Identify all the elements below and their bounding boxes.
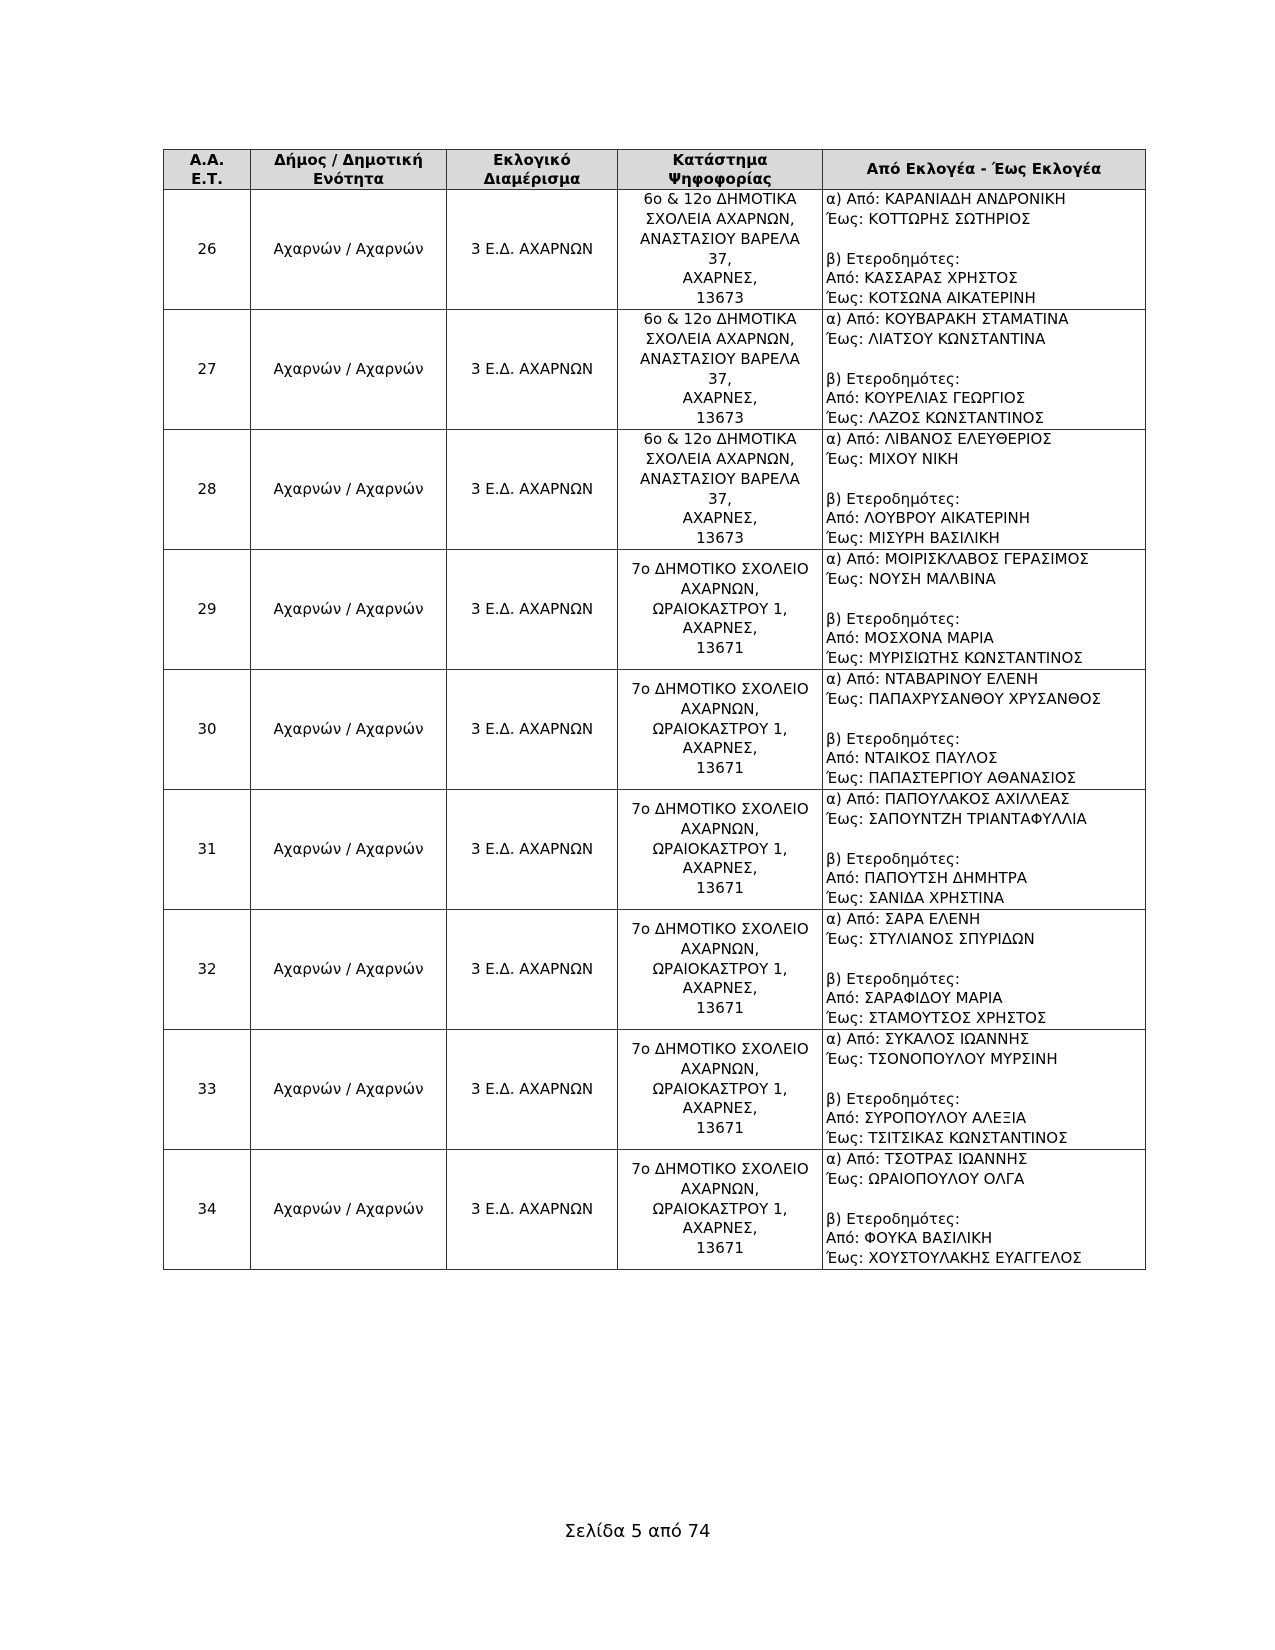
range-a-to: Έως: ΛΙΑΤΣΟΥ ΚΩΝΣΤΑΝΤΙΝΑ: [826, 329, 1046, 348]
cell-municipality: [251, 430, 447, 550]
range-a-from: α) Από: ΝΤΑΒΑΡΙΝΟΥ ΕΛΕΝΗ: [826, 670, 1039, 689]
range-b-from: Από: ΛΟΥΒΡΟΥ ΑΙΚΑΤΕΡΙΝΗ: [826, 509, 1030, 528]
range-b-title: β) Ετεροδημότες:: [826, 369, 960, 388]
ward-name: 3 Ε.Δ. ΑΧΑΡΝΩΝ: [470, 239, 594, 258]
header-range: [823, 150, 1146, 190]
cell-number: [164, 670, 251, 790]
range-a-to: Έως: ΝΟΥΣΗ ΜΑΛΒΙΝΑ: [826, 569, 996, 588]
row-number: 27: [197, 359, 217, 378]
cell-voter-range: [823, 190, 1146, 310]
range-a-to: Έως: ΜΙΧΟΥ ΝΙΚΗ: [826, 449, 959, 468]
cell-ward: [447, 190, 618, 310]
polling-station-line: ΩΡΑΙΟΚΑΣΤΡΟΥ 1,: [652, 599, 788, 618]
spacer: [826, 830, 1142, 850]
header-row: [164, 150, 1146, 190]
polling-station-line: 13671: [696, 999, 744, 1018]
row-number: 26: [197, 239, 217, 258]
table-row: [164, 910, 1146, 1030]
table-header: [164, 150, 1146, 190]
cell-voter-range: [823, 790, 1146, 910]
header-ward-line1: Εκλογικό: [493, 150, 571, 169]
cell-polling-station: [618, 910, 823, 1030]
cell-number: [164, 790, 251, 910]
municipality-name: Αχαρνών / Αχαρνών: [273, 1079, 424, 1098]
table-row: [164, 190, 1146, 310]
range-a-from: α) Από: ΜΟΙΡΙΣΚΛΑΒΟΣ ΓΕΡΑΣΙΜΟΣ: [826, 550, 1089, 569]
cell-polling-station: [618, 1030, 823, 1150]
cell-polling-station: [618, 670, 823, 790]
header-municipality-line1: Δήμος / Δημοτική: [274, 150, 423, 169]
polling-station-line: ΑΧΑΡΝΕΣ,: [682, 509, 758, 528]
range-a-to: Έως: ΠΑΠΑΧΡΥΣΑΝΘΟΥ ΧΡΥΣΑΝΘΟΣ: [826, 689, 1101, 708]
range-b-title: β) Ετεροδημότες:: [826, 489, 960, 508]
cell-number: [164, 1030, 251, 1150]
range-a-to: Έως: ΣΑΠΟΥΝΤΖΗ ΤΡΙΑΝΤΑΦΥΛΛΙΑ: [826, 809, 1087, 828]
cell-number: [164, 910, 251, 1030]
cell-voter-range: [823, 1030, 1146, 1150]
polling-station-line: ΑΧΑΡΝΩΝ,: [680, 939, 760, 958]
polling-station-line: ΩΡΑΙΟΚΑΣΤΡΟΥ 1,: [652, 1079, 788, 1098]
row-number: 34: [197, 1199, 217, 1218]
polling-station-line: 7ο ΔΗΜΟΤΙΚΟ ΣΧΟΛΕΙΟ: [631, 680, 809, 698]
polling-station-line: 6ο & 12ο ΔΗΜΟΤΙΚΑ: [643, 190, 797, 209]
cell-polling-station: [618, 1150, 823, 1270]
range-b-title: β) Ετεροδημότες:: [826, 729, 960, 748]
range-b-from: Από: ΚΟΥΡΕΛΙΑΣ ΓΕΩΡΓΙΟΣ: [826, 389, 1026, 408]
polling-station-line: ΑΝΑΣΤΑΣΙΟΥ ΒΑΡΕΛΑ: [640, 349, 800, 368]
table-row: [164, 790, 1146, 910]
polling-station-line: ΑΧΑΡΝΕΣ,: [682, 389, 758, 408]
header-municipality: [251, 150, 447, 190]
range-a-to: Έως: ΣΤΥΛΙΑΝΟΣ ΣΠΥΡΙΔΩΝ: [826, 929, 1035, 948]
polling-station-line: 7ο ΔΗΜΟΤΙΚΟ ΣΧΟΛΕΙΟ: [631, 920, 809, 938]
cell-municipality: [251, 190, 447, 310]
spacer: [826, 1190, 1142, 1210]
cell-municipality: [251, 310, 447, 430]
polling-station-line: ΑΧΑΡΝΕΣ,: [682, 859, 758, 878]
table-row: [164, 1150, 1146, 1270]
range-a-to: Έως: ΩΡΑΙΟΠΟΥΛΟΥ ΟΛΓΑ: [826, 1169, 1025, 1188]
cell-voter-range: [823, 430, 1146, 550]
polling-stations-table: [163, 149, 1146, 1270]
polling-station-line: 37,: [708, 249, 732, 268]
cell-ward: [447, 670, 618, 790]
cell-municipality: [251, 670, 447, 790]
polling-station-line: ΑΧΑΡΝΩΝ,: [680, 1059, 760, 1078]
header-store-line1: Κατάστημα: [672, 150, 768, 169]
cell-voter-range: [823, 550, 1146, 670]
range-b-to: Έως: ΜΥΡΙΣΙΩΤΗΣ ΚΩΝΣΤΑΝΤΙΝΟΣ: [826, 649, 1083, 668]
ward-name: 3 Ε.Δ. ΑΧΑΡΝΩΝ: [470, 959, 594, 978]
range-b-to: Έως: ΠΑΠΑΣΤΕΡΓΙΟΥ ΑΘΑΝΑΣΙΟΣ: [826, 769, 1077, 788]
polling-station-line: ΑΧΑΡΝΕΣ,: [682, 1219, 758, 1238]
cell-voter-range: [823, 310, 1146, 430]
range-b-title: β) Ετεροδημότες:: [826, 249, 960, 268]
spacer: [826, 1070, 1142, 1090]
ward-name: 3 Ε.Δ. ΑΧΑΡΝΩΝ: [470, 359, 594, 378]
cell-number: [164, 430, 251, 550]
polling-station-line: 7ο ΔΗΜΟΤΙΚΟ ΣΧΟΛΕΙΟ: [631, 560, 809, 578]
range-b-title: β) Ετεροδημότες:: [826, 849, 960, 868]
polling-station-line: ΑΧΑΡΝΕΣ,: [682, 619, 758, 638]
spacer: [826, 350, 1142, 370]
range-b-title: β) Ετεροδημότες:: [826, 1089, 960, 1108]
range-a-from: α) Από: ΚΟΥΒΑΡΑΚΗ ΣΤΑΜΑΤΙΝΑ: [826, 310, 1069, 329]
municipality-name: Αχαρνών / Αχαρνών: [273, 599, 424, 618]
header-aa-line2: Ε.Τ.: [191, 169, 223, 188]
cell-number: [164, 550, 251, 670]
cell-municipality: [251, 1150, 447, 1270]
polling-station-line: 13671: [696, 639, 744, 658]
range-b-title: β) Ετεροδημότες:: [826, 609, 960, 628]
range-a-from: α) Από: ΣΑΡΑ ΕΛΕΝΗ: [826, 910, 981, 929]
range-b-to: Έως: ΜΙΣΥΡΗ ΒΑΣΙΛΙΚΗ: [826, 529, 1000, 548]
cell-ward: [447, 910, 618, 1030]
range-a-from: α) Από: ΣΥΚΑΛΟΣ ΙΩΑΝΝΗΣ: [826, 1030, 1030, 1049]
municipality-name: Αχαρνών / Αχαρνών: [273, 719, 424, 738]
range-b-from: Από: ΣΑΡΑΦΙΔΟΥ ΜΑΡΙΑ: [826, 989, 1003, 1008]
municipality-name: Αχαρνών / Αχαρνών: [273, 359, 424, 378]
range-a-from: α) Από: ΛΙΒΑΝΟΣ ΕΛΕΥΘΕΡΙΟΣ: [826, 430, 1052, 449]
cell-municipality: [251, 790, 447, 910]
polling-station-line: ΣΧΟΛΕΙΑ ΑΧΑΡΝΩΝ,: [645, 449, 795, 468]
cell-ward: [447, 1030, 618, 1150]
range-b-from: Από: ΜΟΣΧΟΝΑ ΜΑΡΙΑ: [826, 629, 994, 648]
polling-station-line: 37,: [708, 369, 732, 388]
cell-voter-range: [823, 1150, 1146, 1270]
polling-station-line: 7ο ΔΗΜΟΤΙΚΟ ΣΧΟΛΕΙΟ: [631, 800, 809, 818]
range-b-title: β) Ετεροδημότες:: [826, 1209, 960, 1228]
polling-station-line: ΣΧΟΛΕΙΑ ΑΧΑΡΝΩΝ,: [645, 329, 795, 348]
header-aa: [164, 150, 251, 190]
cell-ward: [447, 790, 618, 910]
polling-station-line: 7ο ΔΗΜΟΤΙΚΟ ΣΧΟΛΕΙΟ: [631, 1160, 809, 1178]
table-row: [164, 430, 1146, 550]
polling-station-line: ΑΧΑΡΝΩΝ,: [680, 819, 760, 838]
spacer: [826, 230, 1142, 250]
polling-station-line: 13671: [696, 1119, 744, 1138]
range-a-from: α) Από: ΠΑΠΟΥΛΑΚΟΣ ΑΧΙΛΛΕΑΣ: [826, 790, 1070, 809]
municipality-name: Αχαρνών / Αχαρνών: [273, 239, 424, 258]
table-row: [164, 310, 1146, 430]
polling-station-line: ΑΧΑΡΝΕΣ,: [682, 269, 758, 288]
polling-station-line: 13673: [696, 529, 744, 548]
polling-station-line: 6ο & 12ο ΔΗΜΟΤΙΚΑ: [643, 430, 797, 449]
range-b-from: Από: ΣΥΡΟΠΟΥΛΟΥ ΑΛΕΞΙΑ: [826, 1109, 1027, 1128]
ward-name: 3 Ε.Δ. ΑΧΑΡΝΩΝ: [470, 1079, 594, 1098]
range-b-to: Έως: ΧΟΥΣΤΟΥΛΑΚΗΣ ΕΥΑΓΓΕΛΟΣ: [826, 1249, 1082, 1268]
cell-ward: [447, 310, 618, 430]
polling-station-line: ΑΧΑΡΝΩΝ,: [680, 579, 760, 598]
page-number: Σελίδα 5 από 74: [564, 1521, 711, 1542]
polling-station-line: 37,: [708, 489, 732, 508]
header-ward: [447, 150, 618, 190]
row-number: 28: [197, 479, 217, 498]
spacer: [826, 470, 1142, 490]
cell-polling-station: [618, 310, 823, 430]
range-a-from: α) Από: ΤΣΟΤΡΑΣ ΙΩΑΝΝΗΣ: [826, 1150, 1028, 1169]
cell-municipality: [251, 1030, 447, 1150]
row-number: 31: [197, 839, 217, 858]
polling-station-line: 7ο ΔΗΜΟΤΙΚΟ ΣΧΟΛΕΙΟ: [631, 1040, 809, 1058]
table-row: [164, 670, 1146, 790]
polling-station-line: ΣΧΟΛΕΙΑ ΑΧΑΡΝΩΝ,: [645, 209, 795, 228]
cell-municipality: [251, 550, 447, 670]
cell-number: [164, 190, 251, 310]
polling-station-line: ΑΧΑΡΝΕΣ,: [682, 979, 758, 998]
spacer: [826, 950, 1142, 970]
ward-name: 3 Ε.Δ. ΑΧΑΡΝΩΝ: [470, 1199, 594, 1218]
ward-name: 3 Ε.Δ. ΑΧΑΡΝΩΝ: [470, 479, 594, 498]
cell-voter-range: [823, 670, 1146, 790]
header-aa-line1: Α.Α.: [189, 150, 225, 169]
cell-voter-range: [823, 910, 1146, 1030]
polling-station-line: 13671: [696, 1239, 744, 1258]
row-number: 30: [197, 719, 217, 738]
polling-station-line: ΩΡΑΙΟΚΑΣΤΡΟΥ 1,: [652, 1199, 788, 1218]
range-a-to: Έως: ΚΟΤΤΩΡΗΣ ΣΩΤΗΡΙΟΣ: [826, 209, 1031, 228]
table-body: [164, 190, 1146, 1270]
range-b-from: Από: ΝΤΑΙΚΟΣ ΠΑΥΛΟΣ: [826, 749, 998, 768]
table-row: [164, 550, 1146, 670]
cell-polling-station: [618, 430, 823, 550]
polling-station-line: ΩΡΑΙΟΚΑΣΤΡΟΥ 1,: [652, 839, 788, 858]
range-b-from: Από: ΠΑΠΟΥΤΣΗ ΔΗΜΗΤΡΑ: [826, 869, 1027, 888]
cell-polling-station: [618, 190, 823, 310]
header-store-line2: Ψηφοφορίας: [668, 169, 772, 188]
polling-station-line: 13671: [696, 879, 744, 898]
row-number: 33: [197, 1079, 217, 1098]
range-b-from: Από: ΦΟΥΚΑ ΒΑΣΙΛΙΚΗ: [826, 1229, 993, 1248]
header-municipality-line2: Ενότητα: [313, 169, 384, 188]
polling-station-line: ΑΧΑΡΝΕΣ,: [682, 739, 758, 758]
cell-number: [164, 310, 251, 430]
range-a-to: Έως: ΤΣΟΝΟΠΟΥΛΟΥ ΜΥΡΣΙΝΗ: [826, 1049, 1058, 1068]
header-ward-line2: Διαμέρισμα: [483, 169, 581, 188]
municipality-name: Αχαρνών / Αχαρνών: [273, 839, 424, 858]
municipality-name: Αχαρνών / Αχαρνών: [273, 479, 424, 498]
range-b-to: Έως: ΣΑΝΙΔΑ ΧΡΗΣΤΙΝΑ: [826, 889, 1005, 908]
range-b-to: Έως: ΛΑΖΟΣ ΚΩΝΣΤΑΝΤΙΝΟΣ: [826, 409, 1044, 428]
municipality-name: Αχαρνών / Αχαρνών: [273, 1199, 424, 1218]
ward-name: 3 Ε.Δ. ΑΧΑΡΝΩΝ: [470, 839, 594, 858]
header-store: [618, 150, 823, 190]
ward-name: 3 Ε.Δ. ΑΧΑΡΝΩΝ: [470, 719, 594, 738]
polling-station-line: 13671: [696, 759, 744, 778]
polling-station-line: ΑΧΑΡΝΩΝ,: [680, 699, 760, 718]
range-b-title: β) Ετεροδημότες:: [826, 969, 960, 988]
cell-ward: [447, 1150, 618, 1270]
range-b-to: Έως: ΤΣΙΤΣΙΚΑΣ ΚΩΝΣΤΑΝΤΙΝΟΣ: [826, 1129, 1068, 1148]
polling-station-line: ΩΡΑΙΟΚΑΣΤΡΟΥ 1,: [652, 959, 788, 978]
table-row: [164, 1030, 1146, 1150]
cell-ward: [447, 430, 618, 550]
spacer: [826, 710, 1142, 730]
row-number: 32: [197, 959, 217, 978]
polling-station-line: 13673: [696, 289, 744, 308]
polling-station-line: 13673: [696, 409, 744, 428]
range-b-to: Έως: ΚΟΤΣΩΝΑ ΑΙΚΑΤΕΡΙΝΗ: [826, 289, 1036, 308]
cell-number: [164, 1150, 251, 1270]
polling-station-line: ΑΝΑΣΤΑΣΙΟΥ ΒΑΡΕΛΑ: [640, 229, 800, 248]
spacer: [826, 590, 1142, 610]
cell-ward: [447, 550, 618, 670]
range-a-from: α) Από: ΚΑΡΑΝΙΑΔΗ ΑΝΔΡΟΝΙΚΗ: [826, 190, 1066, 209]
polling-station-line: ΩΡΑΙΟΚΑΣΤΡΟΥ 1,: [652, 719, 788, 738]
polling-station-line: ΑΧΑΡΝΕΣ,: [682, 1099, 758, 1118]
ward-name: 3 Ε.Δ. ΑΧΑΡΝΩΝ: [470, 599, 594, 618]
polling-station-line: ΑΝΑΣΤΑΣΙΟΥ ΒΑΡΕΛΑ: [640, 469, 800, 488]
cell-polling-station: [618, 550, 823, 670]
range-b-from: Από: ΚΑΣΣΑΡΑΣ ΧΡΗΣΤΟΣ: [826, 269, 1018, 288]
municipality-name: Αχαρνών / Αχαρνών: [273, 959, 424, 978]
cell-polling-station: [618, 790, 823, 910]
range-b-to: Έως: ΣΤΑΜΟΥΤΣΟΣ ΧΡΗΣΤΟΣ: [826, 1009, 1047, 1028]
row-number: 29: [197, 599, 217, 618]
polling-station-line: ΑΧΑΡΝΩΝ,: [680, 1179, 760, 1198]
header-range-label: Από Εκλογέα - Έως Εκλογέα: [866, 160, 1102, 178]
cell-municipality: [251, 910, 447, 1030]
polling-station-line: 6ο & 12ο ΔΗΜΟΤΙΚΑ: [643, 310, 797, 329]
